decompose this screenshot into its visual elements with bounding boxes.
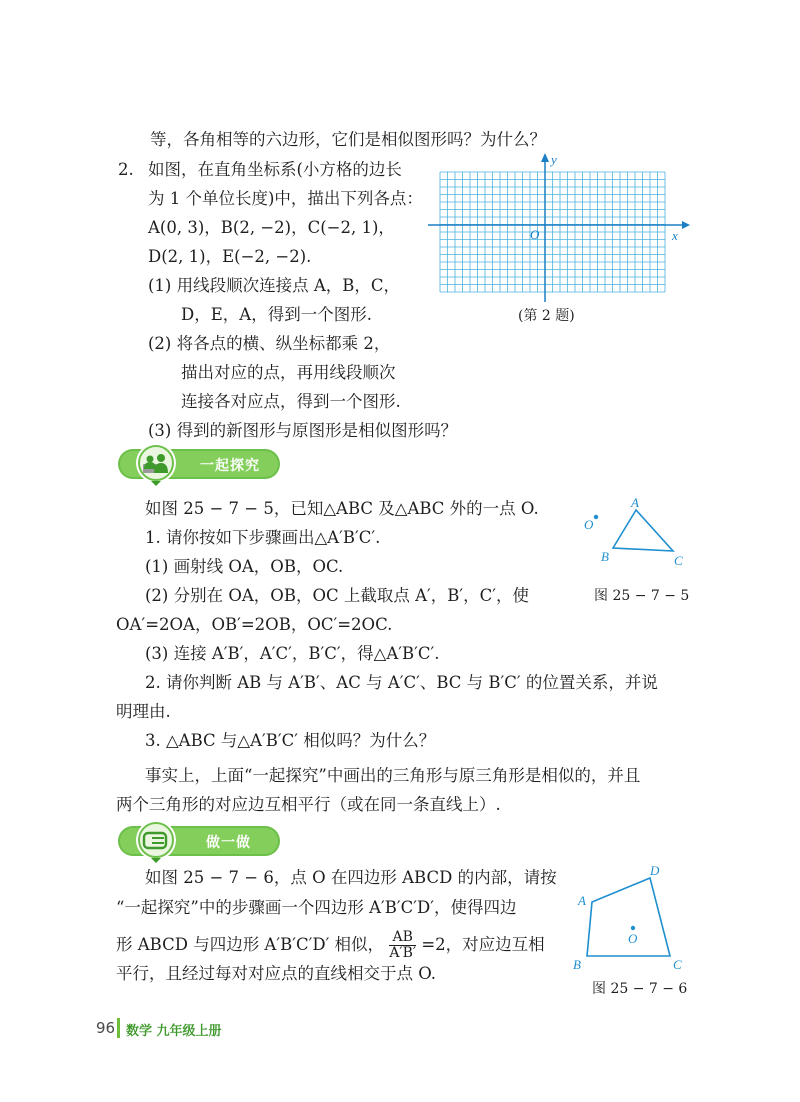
book-title: 数学 九年级上册	[126, 1024, 222, 1039]
fact-line-2: 两个三角形的对应边互相平行（或在同一条直线上）.	[116, 795, 501, 814]
triangle-abc	[613, 510, 673, 551]
doit-line-3-pre: 形 ABCD 与四边形 A′B′C′D′ 相似，	[116, 935, 385, 954]
point-o	[594, 515, 598, 519]
explore-step-2b: OA′=2OA，OB′=2OB，OC′=2OC.	[116, 615, 393, 634]
q2-number: 2.	[118, 160, 134, 179]
label-b: B	[573, 957, 581, 972]
explore-step-1: (1) 画射线 OA，OB，OC.	[145, 557, 344, 576]
explore-step-2a: (2) 分别在 OA，OB，OC 上截取点 A′，B′，C′，使	[145, 586, 530, 605]
exercise-prev-line: 等，各角相等的六边形，它们是相似图形吗？为什么？	[150, 130, 546, 149]
figure-25-7-6-caption: 图 25 − 7 − 6	[592, 981, 688, 997]
label-o: O	[584, 517, 594, 532]
figure-25-7-6	[570, 862, 690, 974]
label-a: A	[631, 495, 639, 510]
fact-line-1: 事实上，上面“一起探究”中画出的三角形与原三角形是相似的，并且	[145, 766, 641, 785]
q2-line-1: 如图，在直角坐标系(小方格的边长	[148, 160, 402, 179]
q2-sub1-b: D，E，A，得到一个图形.	[181, 305, 372, 324]
doit-line-2: “一起探究”中的步骤画一个四边形 A′B′C′D′，使得四边	[116, 898, 517, 917]
figure-25-7-5	[578, 495, 688, 575]
coordinate-grid-figure	[420, 150, 690, 310]
label-o: O	[628, 931, 638, 946]
doit-line-3-post: =2，对应边互相	[421, 935, 545, 954]
label-c: C	[673, 957, 682, 972]
q2-points-2: D(2, 1)，E(−2, −2).	[148, 247, 312, 266]
explore-step-title: 1. 请你按如下步骤画出△A′B′C′.	[145, 528, 381, 547]
y-axis-arrow	[541, 153, 549, 162]
explore-q2a: 2. 请你判断 AB 与 A′B′、AC 与 A′C′、BC 与 B′C′ 的位置关系，并说	[145, 673, 658, 692]
q2-sub3: (3) 得到的新图形与原图形是相似图形吗？	[148, 421, 458, 440]
label-c: C	[674, 553, 683, 568]
x-axis-label: x	[672, 228, 678, 243]
explore-q3: 3. △ABC 与△A′B′C′ 相似吗？为什么？	[145, 731, 436, 750]
fraction-numerator: AB	[389, 930, 416, 946]
x-axis-arrow	[682, 221, 690, 229]
origin-label: O	[530, 227, 540, 242]
figure-25-7-5-caption: 图 25 − 7 − 5	[594, 588, 690, 604]
fraction-denominator: A′B′	[389, 945, 417, 961]
q2-sub2-a: (2) 将各点的横、纵坐标都乘 2，	[148, 334, 391, 353]
explore-badge-label: 一起探究	[200, 458, 260, 474]
q2-points-1: A(0, 3)，B(2, −2)，C(−2, 1)，	[148, 218, 395, 237]
grid-lines	[440, 172, 665, 292]
q2-line-2: 为 1 个单位长度)中，描出下列各点：	[148, 189, 423, 208]
explore-step-3: (3) 连接 A′B′，A′C′，B′C′，得△A′B′C′.	[145, 644, 440, 663]
explore-intro: 如图 25 − 7 − 5，已知△ABC 及△ABC 外的一点 O.	[145, 499, 539, 518]
grid-caption: (第 2 题)	[518, 308, 575, 324]
footer-divider	[117, 1018, 120, 1038]
doit-badge-shape	[118, 822, 280, 864]
label-d: D	[650, 863, 660, 878]
label-a: A	[578, 893, 586, 908]
doit-line-3	[116, 930, 545, 961]
explore-badge	[118, 445, 280, 487]
page-number: 96	[96, 1019, 116, 1037]
ratio-fraction	[389, 930, 416, 961]
y-axis-label: y	[551, 152, 557, 167]
doit-line-1: 如图 25 − 7 − 6，点 O 在四边形 ABCD 的内部，请按	[145, 868, 557, 887]
doit-badge	[118, 822, 280, 864]
q2-sub2-b: 描出对应的点，再用线段顺次	[181, 363, 396, 382]
doit-badge-label: 做一做	[206, 835, 251, 851]
doit-line-4: 平行，且经过每对对应点的直线相交于点 O.	[116, 964, 437, 983]
q2-sub1-a: (1) 用线段顺次连接点 A，B，C，	[148, 276, 401, 295]
explore-q2b: 明理由.	[116, 702, 171, 721]
point-o	[631, 926, 635, 930]
q2-sub2-c: 连接各对应点，得到一个图形.	[181, 392, 401, 411]
label-b: B	[601, 549, 609, 564]
